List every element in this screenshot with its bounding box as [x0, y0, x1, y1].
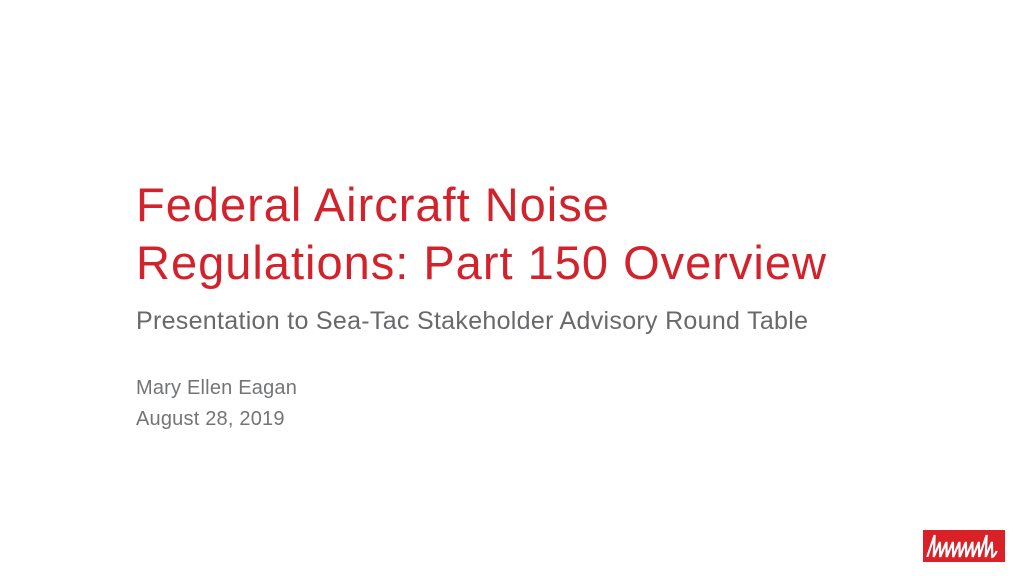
author-name: Mary Ellen Eagan [136, 377, 298, 399]
slide-title [136, 176, 827, 292]
hmmh-logo [923, 530, 1005, 562]
slide-title-line-1: Federal Aircraft Noise [136, 178, 610, 231]
presentation-date: August 28, 2019 [136, 408, 285, 430]
hmmh-logo-zigzag-icon [923, 530, 1005, 562]
slide-title-line-2: Regulations: Part 150 Overview [136, 236, 827, 289]
slide-subtitle: Presentation to Sea-Tac Stakeholder Advisory Round Table [136, 307, 809, 335]
